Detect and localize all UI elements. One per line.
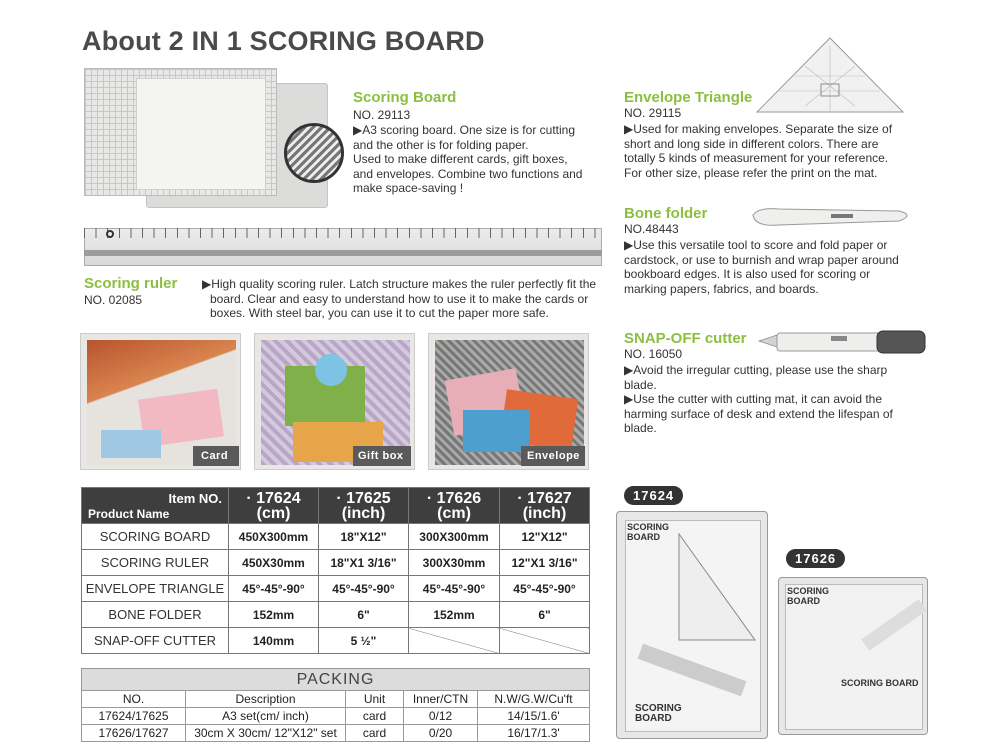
table-cell: 6" (500, 602, 590, 628)
package-17626-image (778, 577, 928, 735)
package-tag-17624: 17624 (624, 486, 683, 505)
package-17624-image (616, 511, 768, 739)
table-cell: 12"X12" (500, 524, 590, 550)
table-cell: 152mm (229, 602, 319, 628)
row-name: ENVELOPE TRIANGLE (82, 576, 229, 602)
table-cell: 450X30mm (229, 550, 319, 576)
packing-header-cell: Inner/CTN (404, 691, 478, 708)
envelope-triangle-code: NO. 29115 (624, 106, 682, 120)
scoring-board-description (353, 123, 603, 196)
envelope-triangle-line: short and long side in different colors. There are (624, 136, 879, 151)
table-cell: 17626/17627 (82, 725, 186, 742)
snap-off-cutter-description (624, 363, 924, 436)
bone-folder-line: marking papers, fabrics, and boards. (624, 281, 819, 296)
col-unit: (cm) (256, 504, 291, 522)
col-code: · 17626 (426, 489, 482, 507)
spec-table-col-header (500, 488, 590, 524)
scoring-board-image-inner (136, 78, 266, 190)
envelope-triangle-line: For other size, please refer the print on the mat. (624, 165, 878, 180)
package-17624-triangle-icon (677, 532, 757, 642)
spec-table-corner-cell (82, 488, 229, 524)
envelope-triangle-line: totally 5 kinds of measurement for your reference. (624, 151, 889, 166)
package-17626-label-2: BOARD (787, 596, 820, 606)
row-name: SCORING RULER (82, 550, 229, 576)
snap-off-cutter-code: NO. 16050 (624, 347, 683, 361)
table-cell: 140mm (229, 628, 319, 654)
table-cell: 16/17/1.3' (478, 725, 590, 742)
envelope-triangle-image (755, 36, 905, 116)
table-cell: 450X300mm (229, 524, 319, 550)
gift-box-photo-label: Gift box (358, 450, 404, 462)
page-title: About 2 IN 1 SCORING BOARD (82, 26, 485, 56)
packing-header-cell: N.W/G.W/Cu'ft (478, 691, 590, 708)
envelope-triangle-description (624, 122, 924, 180)
spec-table-col-header (319, 488, 409, 524)
table-cell: 45°-45°-90° (500, 576, 590, 602)
col-unit: (inch) (522, 504, 567, 522)
snap-off-cutter-heading: SNAP-OFF cutter (624, 330, 747, 347)
scoring-ruler-ticks (84, 228, 602, 238)
table-row (82, 628, 590, 654)
bone-folder-line: ▶Use this versatile tool to score and fold paper or (624, 238, 888, 252)
scoring-ruler-description (202, 277, 612, 321)
envelope-photo (428, 333, 589, 470)
snap-off-cutter-line: blade. (624, 421, 657, 436)
table-cell: card (346, 708, 404, 725)
table-cell: 18"X1 3/16" (319, 550, 409, 576)
scoring-ruler-heading: Scoring ruler (84, 275, 178, 292)
table-cell: 152mm (409, 602, 500, 628)
table-cell-empty (500, 628, 590, 654)
product-name-label: Product Name (88, 507, 170, 521)
table-row (82, 602, 590, 628)
scoring-ruler-code: NO. 02085 (84, 293, 143, 307)
package-17624-label-1: SCORING (627, 522, 670, 532)
snap-off-cutter-line: harming surface of desk and extend the lifespan of (624, 406, 893, 421)
spec-table-header-row (82, 488, 590, 524)
packing-header-cell: Unit (346, 691, 404, 708)
packing-header-cell: NO. (82, 691, 186, 708)
table-cell: 12"X1 3/16" (500, 550, 590, 576)
ruler-hole-icon (106, 230, 114, 238)
table-cell: 14/15/1.6' (478, 708, 590, 725)
table-row (82, 708, 590, 725)
row-name: SCORING BOARD (82, 524, 229, 550)
table-cell: 6" (319, 602, 409, 628)
row-name: SNAP-OFF CUTTER (82, 628, 229, 654)
card-photo-label: Card (201, 450, 229, 462)
snap-off-cutter-line: blade. (624, 377, 657, 392)
scoring-board-line: Used to make different cards, gift boxes, (353, 152, 568, 167)
table-cell: 17624/17625 (82, 708, 186, 725)
package-17626-label-1: SCORING (787, 586, 830, 596)
gift-box-photo-flower (315, 354, 347, 386)
table-row (82, 550, 590, 576)
packing-title: PACKING (82, 669, 590, 691)
scoring-ruler-line: boxes. With steel bar, you can use it to cut the paper more safe. (210, 306, 549, 321)
package-17624-bottom-label-1: SCORING (635, 703, 682, 714)
bone-folder-line: bookboard edges. It is also used for scoring or (624, 267, 871, 282)
table-cell: 300X30mm (409, 550, 500, 576)
table-cell: 0/20 (404, 725, 478, 742)
packing-header-cell: Description (186, 691, 346, 708)
spec-table-col-header (229, 488, 319, 524)
scoring-ruler-line: ▶High quality scoring ruler. Latch structure makes the ruler perfectly fit the (202, 277, 597, 291)
table-cell: 45°-45°-90° (319, 576, 409, 602)
envelope-photo-blue-envelope (463, 410, 529, 452)
table-cell: 300X300mm (409, 524, 500, 550)
col-code: · 17627 (517, 489, 572, 507)
bone-folder-heading: Bone folder (624, 205, 708, 222)
table-cell: 30cm X 30cm/ 12"X12" set (186, 725, 346, 742)
bone-folder-image (749, 205, 917, 229)
row-name: BONE FOLDER (82, 602, 229, 628)
table-cell-empty (409, 628, 500, 654)
table-row (82, 524, 590, 550)
table-cell: card (346, 725, 404, 742)
bone-folder-description (624, 238, 924, 296)
scoring-board-line: and the other is for folding paper. (353, 137, 529, 152)
bone-folder-code: NO.48443 (624, 222, 679, 236)
scoring-ruler-line: board. Clear and easy to understand how to use it to make the cards or (210, 291, 589, 306)
envelope-triangle-line: ▶Used for making envelopes. Separate the size of (624, 122, 893, 136)
package-17626-bottom-label: SCORING BOARD (841, 678, 919, 688)
gift-box-photo (254, 333, 415, 470)
scoring-board-line: ▶A3 scoring board. One size is for cutting (353, 123, 575, 137)
scoring-ruler-steel-bar (84, 250, 602, 256)
card-photo (80, 333, 241, 470)
col-unit: (cm) (437, 504, 471, 522)
table-row (82, 725, 590, 742)
scoring-board-line: make space-saving ! (353, 181, 464, 196)
col-code: · 17624 (246, 489, 301, 507)
table-cell: 0/12 (404, 708, 478, 725)
packing-table (81, 668, 590, 742)
package-17624-bottom-label-2: BOARD (635, 713, 672, 724)
col-unit: (inch) (341, 504, 386, 522)
scoring-board-heading: Scoring Board (353, 89, 457, 106)
spec-table-col-header (409, 488, 500, 524)
table-row (82, 576, 590, 602)
snap-off-cutter-image (757, 327, 927, 357)
table-cell: 18"X12" (319, 524, 409, 550)
table-cell: 5 ½" (319, 628, 409, 654)
snap-off-cutter-line: ▶Use the cutter with cutting mat, it can avoid the (624, 392, 883, 407)
envelope-triangle-heading: Envelope Triangle (624, 89, 753, 106)
col-code: · 17625 (336, 489, 391, 507)
scoring-board-code: NO. 29113 (353, 108, 411, 122)
table-cell: 45°-45°-90° (229, 576, 319, 602)
table-cell: A3 set(cm/ inch) (186, 708, 346, 725)
snap-off-cutter-line: ▶Avoid the irregular cutting, please use the sharp (624, 363, 888, 377)
table-cell: 45°-45°-90° (409, 576, 500, 602)
packing-header-row (82, 691, 590, 708)
package-17624-label-2: BOARD (627, 532, 660, 542)
envelope-photo-label: Envelope (527, 450, 580, 462)
scoring-board-line: and envelopes. Combine two functions and (353, 166, 583, 181)
bone-folder-line: cardstock, or use to burnish and wrap paper around (624, 252, 899, 267)
scoring-board-detail-image (284, 123, 344, 183)
package-tag-17626: 17626 (786, 549, 845, 568)
item-no-label: Item NO. (168, 491, 222, 506)
spec-table (81, 487, 590, 654)
card-photo-blue-card (101, 430, 161, 458)
